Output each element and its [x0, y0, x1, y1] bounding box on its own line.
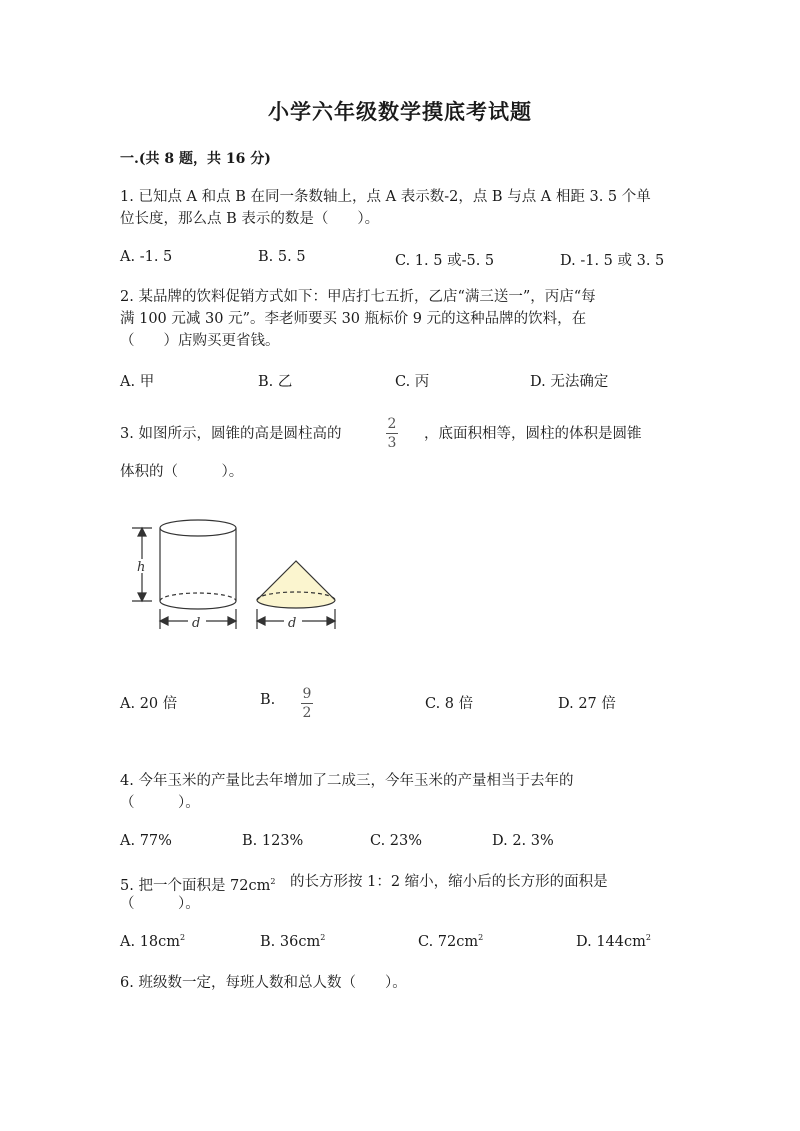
question-3-line-2: 体积的（ ）。: [120, 464, 244, 480]
q5-option-a[interactable]: [120, 933, 185, 950]
superscript-two: 2: [478, 933, 484, 942]
q1-option-b[interactable]: B. 5. 5: [258, 249, 306, 265]
question-1-line-2: 位长度，那么点 B 表示的数是（ ）。: [120, 211, 380, 227]
superscript-two: 2: [645, 933, 651, 942]
q3-option-b[interactable]: B.: [260, 692, 276, 708]
superscript-two: 2: [320, 933, 326, 942]
fraction-bar: [386, 433, 398, 434]
question-6: 6. 班级数一定，每班人数和总人数（ ）。: [120, 975, 407, 991]
section-heading: 一.(共 8 题，共 16 分): [120, 151, 271, 167]
question-2-line-3: （ ）店购买更省钱。: [120, 333, 280, 349]
cylinder-diameter-label: d: [192, 616, 201, 631]
q5-option-b-label: B. 36cm: [260, 933, 321, 950]
q2-option-a[interactable]: A. 甲: [120, 374, 155, 390]
fraction-two-thirds: [386, 416, 398, 451]
q5-option-b[interactable]: [260, 933, 325, 950]
question-1-line-1: 1. 已知点 A 和点 B 在同一条数轴上，点 A 表示数-2，点 B 与点 A 相距 3. 5 个单: [120, 189, 651, 205]
page-title: 小学六年级数学摸底考试题: [268, 99, 532, 124]
q1-option-c[interactable]: C. 1. 5 或-5. 5: [395, 253, 495, 269]
q3-option-c[interactable]: C. 8 倍: [425, 696, 474, 712]
fraction-numerator: 2: [387, 416, 397, 432]
cone-diameter-label: d: [288, 616, 297, 631]
q4-option-a[interactable]: A. 77%: [120, 833, 172, 849]
question-4-line-1: 4. 今年玉米的产量比去年增加了二成三，今年玉米的产量相当于去年的: [120, 773, 574, 789]
q2-option-d[interactable]: D. 无法确定: [530, 374, 609, 390]
q4-option-c[interactable]: C. 23%: [370, 833, 423, 849]
q2-option-c[interactable]: C. 丙: [395, 374, 430, 390]
fraction-denominator: 2: [302, 705, 312, 721]
question-5-line-2: （ ）。: [120, 896, 200, 912]
cone-shape: [257, 561, 335, 608]
height-label: h: [137, 560, 146, 575]
question-2: [120, 286, 596, 352]
question-4-line-2: （ ）。: [120, 795, 200, 811]
q5-option-a-label: A. 18cm: [120, 933, 181, 950]
question-5-text-a: 5. 把一个面积是 72cm: [120, 877, 271, 894]
cylinder-cone-figure: [126, 515, 346, 640]
q2-option-b[interactable]: B. 乙: [258, 374, 293, 390]
cylinder-shape: [160, 520, 236, 609]
q3-option-d[interactable]: D. 27 倍: [558, 696, 616, 712]
question-5-line-1b: 的长方形按 1：2 缩小，缩小后的长方形的面积是: [290, 874, 608, 890]
question-3-text-a: 3. 如图所示，圆锥的高是圆柱高的: [120, 426, 342, 442]
fraction-bar: [301, 703, 313, 704]
fraction-denominator: 3: [387, 435, 397, 451]
q5-option-d-label: D. 144cm: [576, 933, 646, 950]
question-1: [120, 186, 651, 230]
q1-option-a[interactable]: A. -1. 5: [120, 249, 173, 265]
q3-option-a[interactable]: A. 20 倍: [120, 696, 178, 712]
q4-option-b[interactable]: B. 123%: [242, 833, 304, 849]
q5-option-c[interactable]: [418, 933, 483, 950]
q4-option-d[interactable]: D. 2. 3%: [492, 833, 554, 849]
superscript-two: 2: [180, 933, 186, 942]
question-4: [120, 770, 573, 814]
fraction-numerator: 9: [302, 686, 312, 702]
question-3-text-b: ，底面积相等，圆柱的体积是圆锥: [424, 426, 642, 442]
superscript-two: 2: [270, 877, 276, 886]
q1-option-d[interactable]: D. -1. 5 或 3. 5: [560, 253, 665, 269]
question-2-line-1: 2. 某品牌的饮料促销方式如下：甲店打七五折，乙店“满三送一”，丙店“每: [120, 289, 596, 305]
q5-option-d[interactable]: [576, 933, 651, 950]
question-2-line-2: 满 100 元减 30 元”。李老师要买 30 瓶标价 9 元的这种品牌的饮料，在: [120, 311, 587, 327]
fraction-nine-halves: [301, 686, 313, 721]
q5-option-c-label: C. 72cm: [418, 933, 479, 950]
